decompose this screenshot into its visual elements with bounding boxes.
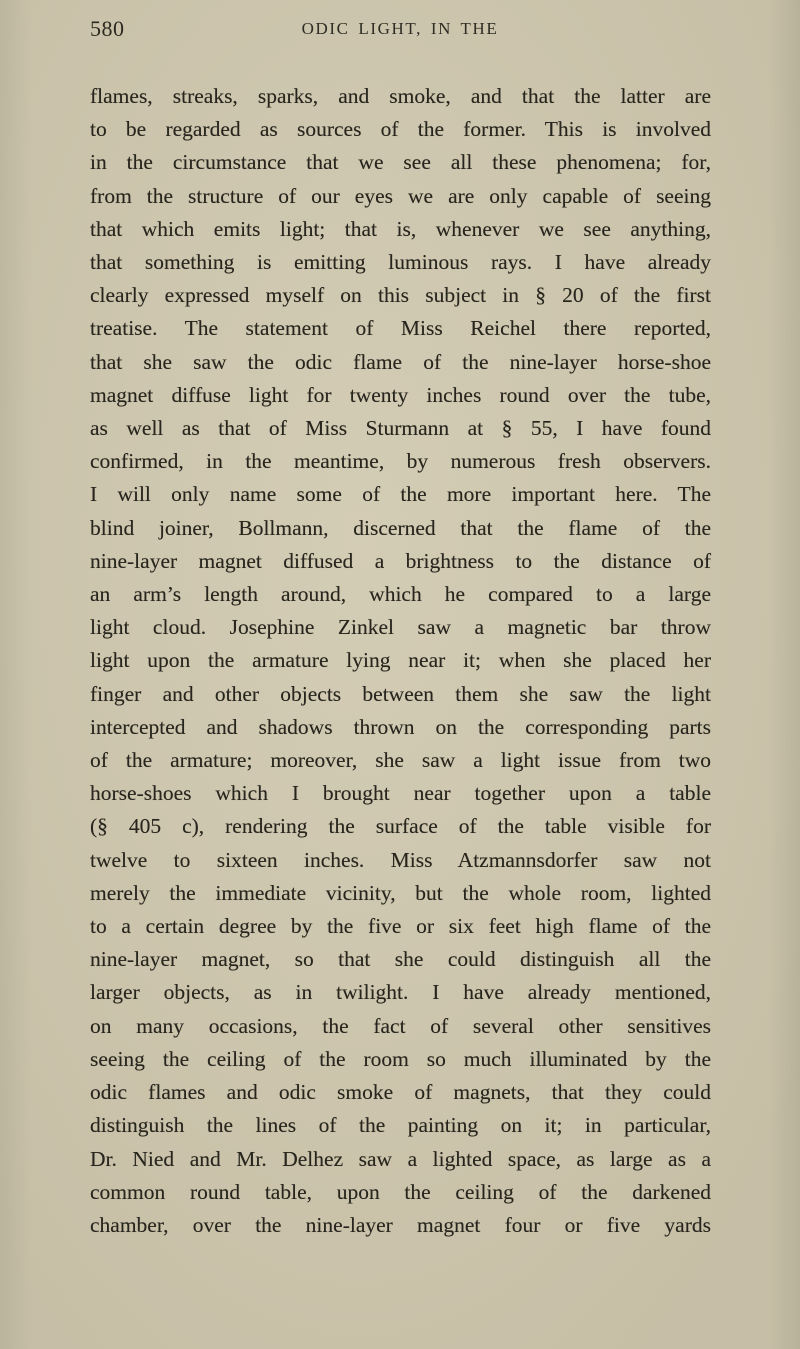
text-line: that which emits light; that is, whenever we see anything, [90, 216, 711, 241]
text-line: chamber, over the nine-layer magnet four or five yards [90, 1212, 711, 1237]
text-line: in the circumstance that we see all these phenomena; for, [90, 150, 711, 175]
text-line: intercepted and shadows thrown on the corresponding parts [90, 714, 711, 739]
text-line: treatise. The statement of Miss Reichel there reported, [90, 316, 711, 341]
text-line: on many occasions, the fact of several other sensitives [90, 1013, 711, 1038]
text-line: distinguish the lines of the painting on it; in particular, [90, 1113, 711, 1138]
text-line: Dr. Nied and Mr. Delhez saw a lighted space, as large as a [90, 1146, 711, 1171]
running-header: ODIC LIGHT, IN THE [301, 19, 499, 38]
text-line: merely the immediate vicinity, but the whole room, lighted [90, 880, 711, 905]
text-line: that she saw the odic flame of the nine-layer horse-shoe [90, 349, 711, 374]
text-line: larger objects, as in twilight. I have already mentioned, [90, 980, 711, 1005]
page-header [90, 16, 710, 46]
text-line: light cloud. Josephine Zinkel saw a magnetic bar throw [90, 615, 711, 640]
text-line: odic flames and odic smoke of magnets, that they could [90, 1080, 711, 1105]
text-line: to a certain degree by the five or six feet high flame of the [90, 914, 711, 939]
text-line: blind joiner, Bollmann, discerned that the flame of the [90, 515, 711, 540]
text-line: twelve to sixteen inches. Miss Atzmannsdorfer saw not [90, 847, 711, 872]
text-line: nine-layer magnet, so that she could distinguish all the [90, 947, 711, 972]
text-line: magnet diffuse light for twenty inches round over the tube, [90, 382, 711, 407]
text-line: confirmed, in the meantime, by numerous fresh observers. [90, 449, 711, 474]
text-line: (§ 405 c), rendering the surface of the table visible for [90, 814, 711, 839]
page-number: 580 [90, 16, 125, 41]
text-line: horse-shoes which I brought near together upon a table [90, 781, 711, 806]
text-line: as well as that of Miss Sturmann at § 55, I have found [90, 416, 711, 441]
body-text [90, 80, 711, 1242]
text-line: common round table, upon the ceiling of the darkened [90, 1179, 711, 1204]
text-line: from the structure of our eyes we are only capable of seeing [90, 183, 711, 208]
text-line: of the armature; moreover, she saw a light issue from two [90, 748, 711, 773]
text-line: light upon the armature lying near it; when she placed her [90, 648, 711, 673]
text-line: an arm’s length around, which he compared to a large [90, 582, 711, 607]
text-line: finger and other objects between them she saw the light [90, 681, 711, 706]
text-line: to be regarded as sources of the former. This is involved [90, 117, 711, 142]
text-line: clearly expressed myself on this subject in § 20 of the first [90, 283, 711, 308]
text-line: I will only name some of the more important here. The [90, 482, 711, 507]
text-line: flames, streaks, sparks, and smoke, and that the latter are [90, 84, 711, 108]
text-line: nine-layer magnet diffused a brightness to the distance of [90, 548, 711, 573]
text-line: that something is emitting luminous rays. I have already [90, 250, 711, 275]
text-line: seeing the ceiling of the room so much illuminated by the [90, 1046, 711, 1071]
